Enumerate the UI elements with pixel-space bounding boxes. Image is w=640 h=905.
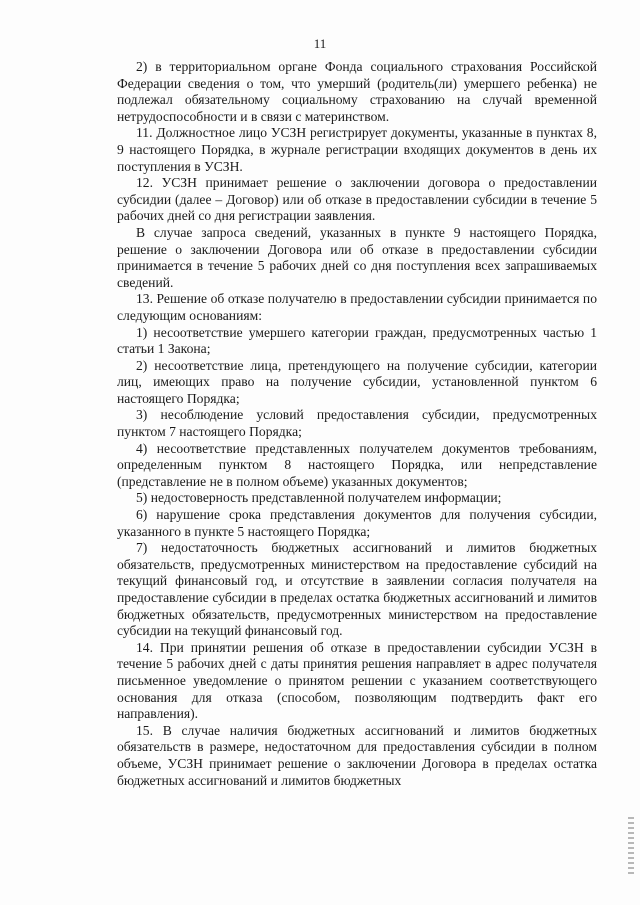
paragraph: 2) в территориальном органе Фонда социального страхования Российской Федерации сведения о том, что умерший (родитель(ли) умершего ребенка) не подлежал обязательному социальному страхованию на случай временной нетрудоспособности и в связи с материнством.: [117, 59, 597, 124]
scan-edge-mark: [628, 817, 634, 877]
paragraph: 11. Должностное лицо УСЗН регистрирует документы, указанные в пунктах 8, 9 настоящего Порядка, в журнале регистрации входящих документов в день их поступления в УСЗН.: [117, 125, 597, 174]
list-item: 5) недостоверность представленной получателем информации;: [136, 490, 502, 506]
paragraph: 13. Решение об отказе получателю в предоставлении субсидии принимается по следующим основаниям:: [117, 291, 597, 323]
list-item: 1) несоответствие умершего категории граждан, предусмотренных частью 1 статьи 1 Закона;: [117, 324, 597, 357]
body-text: [117, 59, 597, 789]
page-number: 11: [313, 36, 327, 51]
list-item: 4) несоответствие представленных получателем документов требованиям, определенным пунктом 8 настоящего Порядка, или непредставление (представление не в полном объеме) указанных документов;: [117, 440, 597, 489]
list-item: 2) несоответствие лица, претендующего на получение субсидии, категории лиц, имеющих право на получение субсидии, установленной пунктом 6 настоящего Порядка;: [117, 357, 597, 406]
paragraph: В случае запроса сведений, указанных в пункте 9 настоящего Порядка, решение о заключении Договора или об отказе в предоставлении субсидии принимается в течение 5 рабочих дней со дня поступления всех запрашиваемых сведений.: [117, 224, 597, 290]
paragraph: 12. УСЗН принимает решение о заключении договора о предоставлении субсидии (далее – Договор) или об отказе в предоставлении субсидии в течение 5 рабочих дней со дня регистрации заявления.: [117, 175, 597, 224]
list-item: 3) несоблюдение условий предоставления субсидии, предусмотренных пунктом 7 настоящего Порядка;: [117, 407, 597, 440]
list-item: 7) недостаточность бюджетных ассигнований и лимитов бюджетных обязательств, предусмотренных министерством на предоставление субсидий на текущий финансовый год, и отсутствие в заявлении согласия получателя на предоставление субсидии в пределах остатка бюджетных ассигнований и лимитов бюджетных обязательств, предусмотренных министерством на предоставление субсидии на текущий финансовый год.: [117, 540, 597, 639]
paragraph: 14. При принятии решения об отказе в предоставлении субсидии УСЗН в течение 5 рабочих дней с даты принятия решения направляет в адрес получателя письменное уведомление о принятом решении с указанием соответствующего основания для отказа (способом, позволяющим подтвердить факт его направления).: [117, 639, 597, 722]
list-item: 6) нарушение срока представления документов для получения субсидии, указанного в пункте 5 настоящего Порядка;: [117, 507, 597, 539]
paragraph: 15. В случае наличия бюджетных ассигнований и лимитов бюджетных обязательств в размере, недостаточном для предоставления субсидии в полном объеме, УСЗН принимает решение о заключении Договора в пределах остатка бюджетных ассигнований и лимитов бюджетных: [117, 722, 597, 788]
